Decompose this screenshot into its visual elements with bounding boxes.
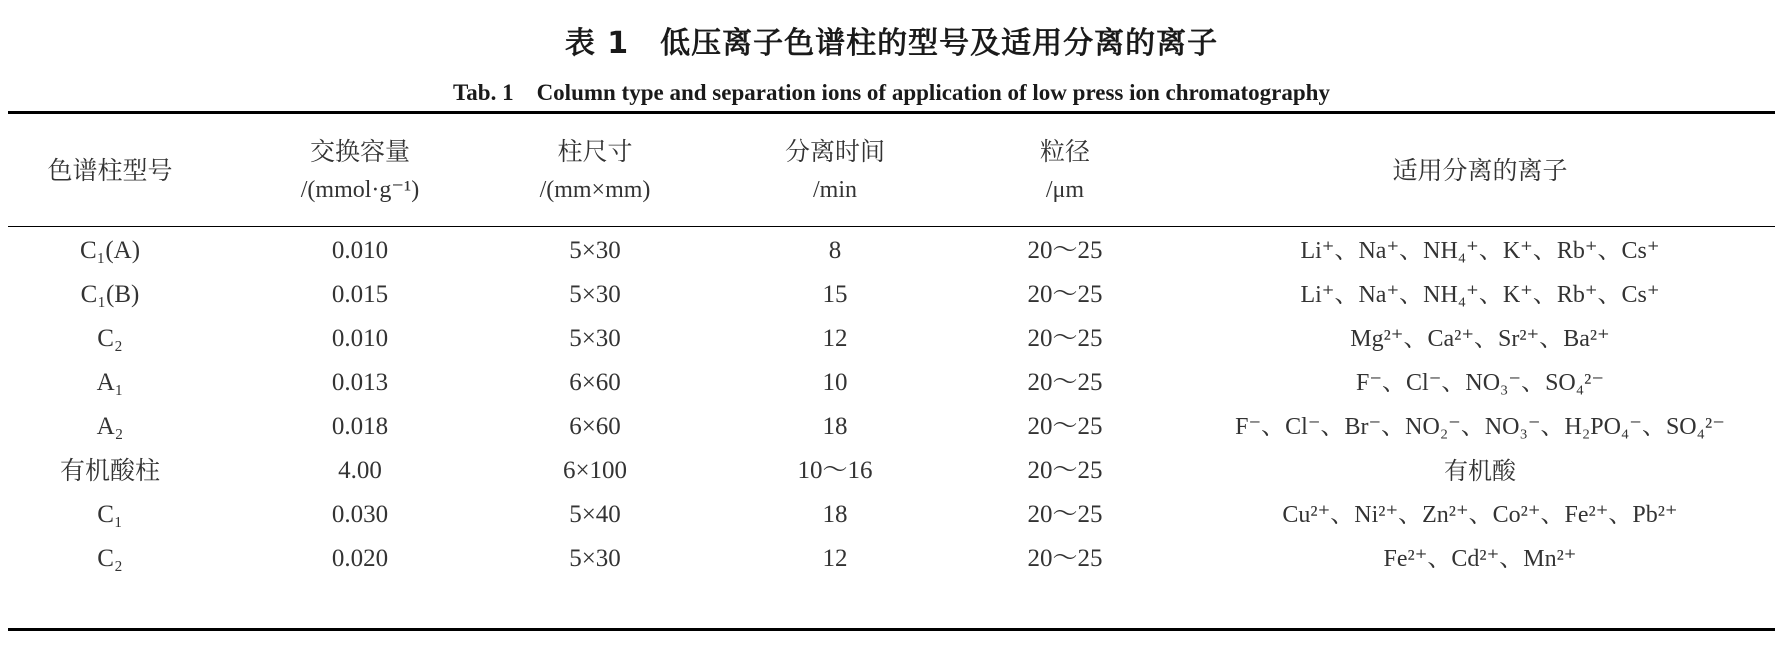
cell-time: 12 (822, 545, 848, 572)
cell-time: 10～16 (797, 457, 873, 484)
header-label: 分离时间 (784, 137, 885, 166)
cell-particle: 20～25 (1027, 369, 1103, 396)
table-row (0, 446, 1783, 496)
cell-time: 18 (822, 413, 848, 440)
cell-capacity: 0.010 (331, 237, 389, 264)
cell-time: 8 (828, 237, 842, 264)
cell-ions: F⁻、Cl⁻、Br⁻、NO₂⁻、NO₃⁻、H₂PO₄⁻、SO₄²⁻ (1235, 414, 1725, 440)
header-capacity (240, 134, 480, 208)
table-row (0, 270, 1783, 320)
cell-size: 5×30 (569, 545, 621, 572)
cell-particle: 20～25 (1027, 501, 1103, 528)
cell-column-type: C₁(A) (79, 237, 141, 264)
cell-column-type: C₂ (97, 325, 123, 352)
header-ions (1180, 134, 1780, 208)
header-unit: /μm (1045, 177, 1085, 203)
cell-particle: 20～25 (1027, 457, 1103, 484)
cell-size: 5×30 (569, 281, 621, 308)
cell-column-type: C₁(B) (80, 281, 140, 308)
table-row (0, 490, 1783, 540)
cell-capacity: 0.010 (331, 325, 389, 352)
cell-capacity: 0.020 (331, 545, 389, 572)
cell-particle: 20～25 (1027, 545, 1103, 572)
cell-ions: Fe²⁺、Cd²⁺、Mn²⁺ (1383, 546, 1577, 572)
cell-size: 6×60 (569, 413, 621, 440)
table-row (0, 314, 1783, 364)
cell-size: 6×100 (562, 457, 628, 484)
table-row (0, 226, 1783, 276)
cell-ions: F⁻、Cl⁻、NO₃⁻、SO₄²⁻ (1356, 370, 1604, 396)
header-label: 适用分离的离子 (1392, 156, 1568, 185)
bottom-rule (8, 628, 1775, 631)
table-title-en: Tab. 1 Column type and separation ions of application of low press ion chromatography (453, 80, 1330, 105)
cell-capacity: 0.013 (331, 369, 389, 396)
table-title-cn: 表 1 低压离子色谱柱的型号及适用分离的离子 (564, 26, 1219, 61)
header-label: 粒径 (1039, 137, 1090, 166)
cell-time: 10 (822, 369, 848, 396)
cell-ions: Mg²⁺、Ca²⁺、Sr²⁺、Ba²⁺ (1350, 326, 1610, 352)
cell-capacity: 0.015 (331, 281, 389, 308)
cell-column-type: C₂ (97, 545, 123, 572)
cell-particle: 20～25 (1027, 413, 1103, 440)
cell-size: 5×30 (569, 325, 621, 352)
cell-time: 15 (822, 281, 848, 308)
cell-capacity: 0.030 (331, 501, 389, 528)
top-rule (8, 111, 1775, 114)
cell-ions: 有机酸 (1444, 457, 1516, 485)
cell-size: 6×60 (569, 369, 621, 396)
table-row (0, 358, 1783, 408)
header-unit: /min (812, 177, 857, 203)
table-row (0, 402, 1783, 452)
cell-size: 5×30 (569, 237, 621, 264)
cell-time: 12 (822, 325, 848, 352)
cell-time: 18 (822, 501, 848, 528)
cell-column-type: C₁ (97, 501, 123, 528)
cell-column-type: A₂ (96, 413, 124, 440)
header-size (480, 134, 710, 208)
header-label: 交换容量 (309, 137, 410, 166)
header-unit: /(mmol·g⁻¹) (300, 177, 420, 203)
cell-particle: 20～25 (1027, 237, 1103, 264)
cell-ions: Li⁺、Na⁺、NH₄⁺、K⁺、Rb⁺、Cs⁺ (1300, 282, 1660, 308)
cell-size: 5×40 (569, 501, 621, 528)
header-column-type (0, 134, 220, 208)
cell-particle: 20～25 (1027, 325, 1103, 352)
header-label: 柱尺寸 (557, 137, 633, 166)
header-unit: /(mm×mm) (539, 177, 651, 203)
cell-ions: Cu²⁺、Ni²⁺、Zn²⁺、Co²⁺、Fe²⁺、Pb²⁺ (1282, 502, 1678, 528)
cell-column-type: A₁ (96, 369, 124, 396)
cell-particle: 20～25 (1027, 281, 1103, 308)
table-row (0, 534, 1783, 584)
header-time (720, 134, 950, 208)
header-particle (950, 134, 1180, 208)
cell-ions: Li⁺、Na⁺、NH₄⁺、K⁺、Rb⁺、Cs⁺ (1300, 238, 1660, 264)
header-label: 色谱柱型号 (47, 156, 173, 185)
cell-capacity: 0.018 (331, 413, 389, 440)
cell-capacity: 4.00 (338, 457, 382, 484)
cell-column-type: 有机酸柱 (59, 456, 160, 485)
